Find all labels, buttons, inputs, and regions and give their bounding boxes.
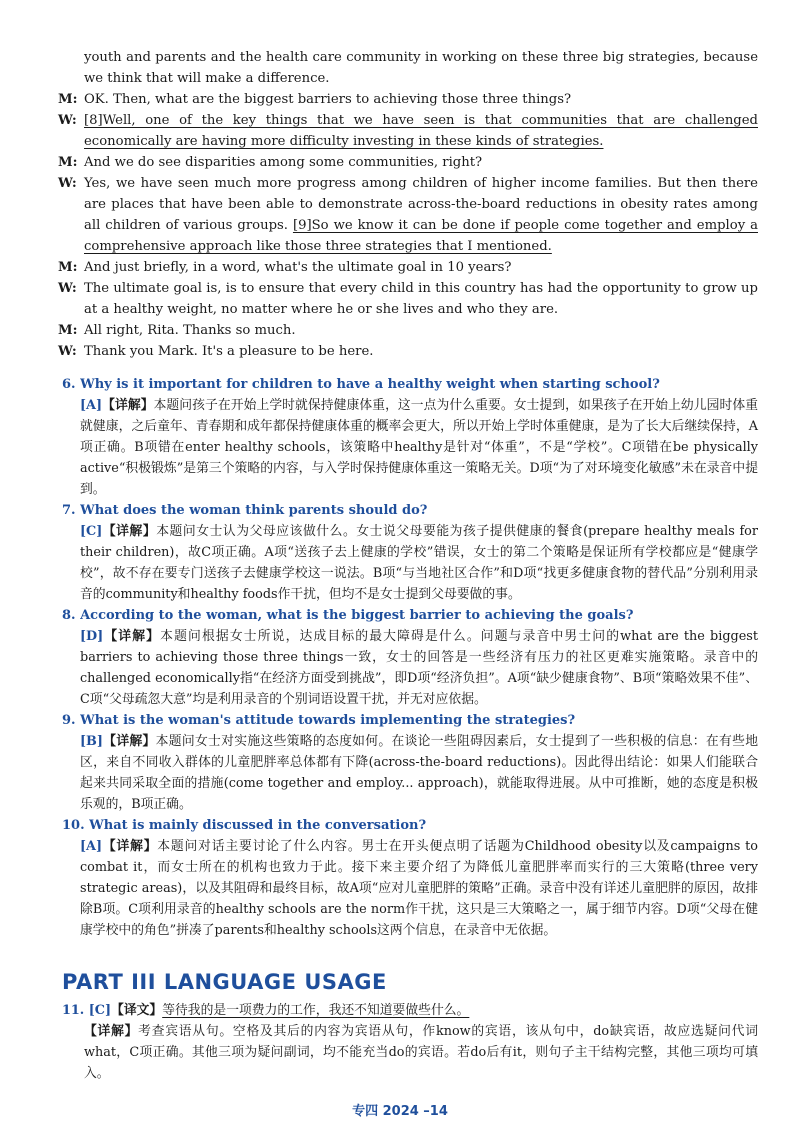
dialogue-text: The ultimate goal is, is to ensure that every child in this country has had the opportunity to grow up at a healthy weight, no matter where he or she lives and who they are.: [84, 281, 758, 317]
explanation-label: 【详解】: [102, 398, 154, 413]
question-10: 10. What is mainly discussed in the conversation?: [62, 818, 427, 833]
question-number: 11. [C]: [62, 1003, 112, 1018]
translation-text: 等待我的是一项费力的工作，我还不知道要做些什么。: [162, 1003, 470, 1018]
speaker-label: M:: [58, 260, 78, 275]
dialogue-text: And just briefly, in a word, what's the ultimate goal in 10 years?: [84, 260, 512, 275]
answer-key: [A]: [80, 398, 103, 413]
dialogue-line: [58, 173, 758, 257]
dialogue-line: [58, 320, 758, 341]
dialogue-line: [58, 152, 758, 173]
dialogue-transcript: [58, 47, 758, 362]
answer-key: [D]: [80, 629, 104, 644]
dialogue-text: [84, 173, 758, 257]
explanation-text: 本题问女士对实施这些策略的态度如何。在谈论一些阻碍因素后，女士提到了一些积极的信息：在有些地区，来自不同收入群体的儿童肥胖率总体都有下降(across-the-board reductions)。因此得出结论：如果人们能联合起来共同采取全面的措施(come together and employ... approach)，就能取得进展。从中可推断，她的态度是积极乐观的，B项正确。: [80, 734, 759, 812]
question-8: 8. According to the woman, what is the biggest barrier to achieving the goals?: [62, 608, 634, 623]
question-11-block: [62, 1000, 758, 1084]
explanation-label: 【详解】: [84, 1024, 139, 1039]
page-footer: 专四 2024 –14: [352, 1104, 448, 1119]
dialogue-line: [58, 257, 758, 278]
question-9: 9. What is the woman's attitude towards implementing the strategies?: [62, 713, 576, 728]
speaker-label: W:: [58, 176, 77, 191]
dialogue-text: OK. Then, what are the biggest barriers to achieving those three things?: [84, 92, 572, 107]
dialogue-line: [58, 110, 758, 152]
explanation-text: 本题问女士认为父母应该做什么。女士说父母要能为孩子提供健康的餐食(prepare healthy meals for their children)，故C项正确。A项“送孩子去上健康的学校”错误，女士的第二个策略是保证所有学校都应是“健康学校”，故不存在要专门送孩子去健康学校这一说法。B项“与当地社区合作”和D项“找更多健康食物的替代品”分别利用录音的community和healthy foods作干扰，但均不是女士提到父母要做的事。: [80, 524, 759, 602]
answer-10: [62, 836, 758, 941]
dialogue-text: Thank you Mark. It's a pleasure to be here.: [84, 344, 374, 359]
dialogue-text: And we do see disparities among some communities, right?: [84, 155, 483, 170]
dialogue-continuation: youth and parents and the health care community in working on these three big strategies, because we think that will make a difference.: [84, 50, 758, 86]
dialogue-text-underlined: [8]Well, one of the key things that we have seen is that communities that are challenged economically are having more difficulty investing in these kinds of strategies.: [84, 113, 758, 149]
dialogue-text: All right, Rita. Thanks so much.: [84, 323, 296, 338]
answer-key: [A]: [80, 839, 103, 854]
answer-key: [B]: [80, 734, 103, 749]
explanation-text: 本题问根据女士所说，达成目标的最大障碍是什么。问题与录音中男士问的what are the biggest barriers to achieving those three things一致，女士的回答是一些经济有压力的社区更难实施策略。录音中的challenged economically指“在经济方面受到挑战”，即D项“经济负担”。A项“缺少健康食物”、B项“策略效果不佳”、C项“父母疏忽大意”均是利用录音的个别词语设置干扰，并无对应依据。: [80, 629, 758, 707]
dialogue-line: [58, 341, 758, 362]
explanation-label: 【详解】: [102, 734, 156, 749]
answer-8: [62, 626, 758, 710]
question-7: 7. What does the woman think parents should do?: [62, 503, 428, 518]
explanation-label: 【详解】: [102, 524, 157, 539]
speaker-label: W:: [58, 281, 77, 296]
answer-key: [C]: [80, 524, 103, 539]
question-11-translation: [62, 1000, 758, 1021]
translation-label: 【译文】: [111, 1003, 163, 1018]
question-6: 6. Why is it important for children to have a healthy weight when starting school?: [62, 377, 660, 392]
explanation-text: 本题问孩子在开始上学时就保持健康体重，这一点为什么重要。女士提到，如果孩子在开始上幼儿园时体重就健康，之后童年、青春期和成年都保持健康体重的概率会更大，所以开始上学时体重健康，是为了长大后继续保持，A项正确。B项错在enter healthy schools，该策略中healthy是针对“体重”，不是“学校”。C项错在be physically active“积极锻炼”是第三个策略的内容，与入学时保持健康体重这一策略无关。D项“为了对环境变化敏感”未在录音中提到。: [80, 398, 759, 497]
dialogue-text-part: Yes, we have seen much more progress among children of higher income families. But then there are places that have been able to demonstrate across-the-board reductions in obesity rates among all children of various groups.: [84, 176, 758, 233]
explanation-text: 考查宾语从句。空格及其后的内容为宾语从句，作know的宾语，该从句中，do缺宾语，故应选疑问代词what，C项正确。其他三项为疑问副词，均不能充当do的宾语。若do后有it，则句子主干结构完整，其他三项均可填入。: [84, 1024, 758, 1081]
speaker-label: M:: [58, 323, 78, 338]
explanation-label: 【详解】: [102, 839, 158, 854]
dialogue-text-underlined: [9]So we know it can be done if people come together and employ a comprehensive approach like those three strategies that I mentioned.: [84, 218, 758, 254]
question-11-explanation: [62, 1021, 758, 1084]
section-heading: PART III LANGUAGE USAGE: [62, 970, 387, 994]
speaker-label: W:: [58, 113, 77, 128]
speaker-label: M:: [58, 155, 78, 170]
question-explanations: [62, 374, 758, 941]
answer-6: [62, 395, 758, 500]
explanation-label: 【详解】: [103, 629, 161, 644]
answer-7: [62, 521, 758, 605]
answer-9: [62, 731, 758, 815]
dialogue-line: [58, 278, 758, 320]
explanation-text: 本题问对话主要讨论了什么内容。男士在开头便点明了话题为Childhood obesity以及campaigns to combat it，而女士所在的机构也致力于此。接下来主要介绍了为降低儿童肥胖率而实行的三大策略(three very strategic areas)，以及其阻碍和最终目标，故A项“应对儿童肥胖的策略”正确。录音中没有详述儿童肥胖的原因，故排除B项。C项利用录音的healthy schools are the norm作干扰，这只是三大策略之一，属于细节内容。D项“父母在健康学校中的角色”拼凑了parents和healthy schools这两个信息，在录音中无依据。: [80, 839, 758, 938]
speaker-label: M:: [58, 92, 78, 107]
speaker-label: W:: [58, 344, 77, 359]
dialogue-line: [58, 89, 758, 110]
